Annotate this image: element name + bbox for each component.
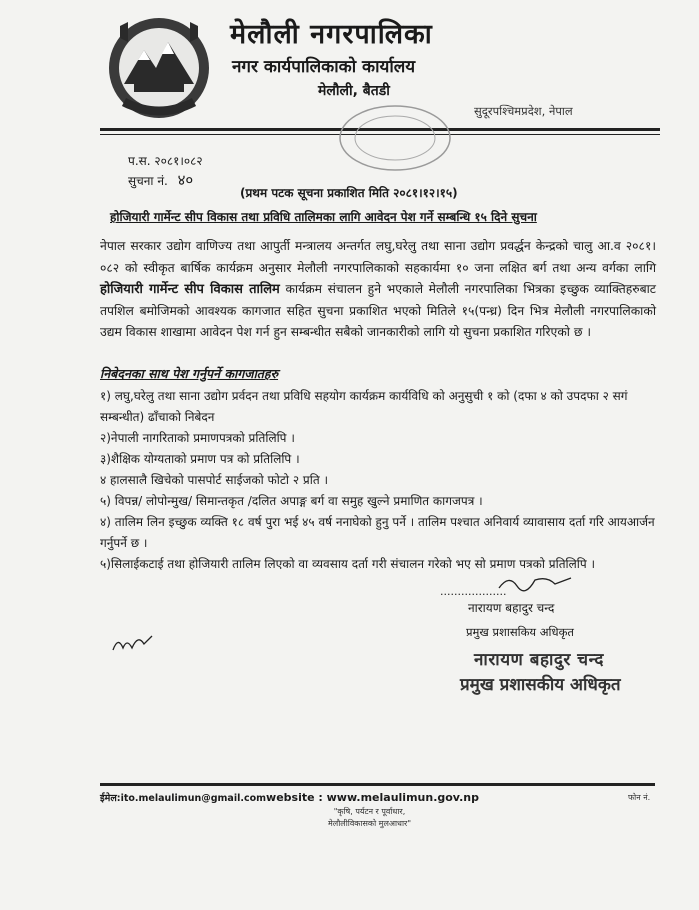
subject-rest: का लागि आवेदन पेश गर्ने सम्बन्धि १५ दिने सुचना	[322, 210, 537, 224]
office-stamp	[336, 102, 454, 174]
province-name: सुदूरपश्चिमप्रदेश, नेपाल	[474, 104, 573, 118]
body-part-1: नेपाल सरकार उद्योग वाणिज्य तथा आपुर्ती मन्त्रालय अन्तर्गत लघु,घरेलु तथा साना उद्योग प्रवर्द्धन केन्द्रको चालु आ.व २०८१।०८२ को स्वीकृत बार्षिक कार्यक्रम अनुसार मेलौली नगरपालिकाको सहकार्यमा १० जना लक्षित बर्ग तथा अन्य वर्गका लागि	[100, 239, 656, 275]
requirement-item: ५)सिलाईकटाई तथा होजियारी तालिम लिएको वा व्यवसाय दर्ता गरी संचालन गरेको भए सो प्रमाण पत्रको प्रतिलिपि ।	[100, 557, 596, 571]
body-training-name: होजियारी गार्मेन्ट सीप विकास तालिम	[100, 282, 280, 298]
footer-contact	[100, 791, 479, 804]
footer-email: ईमेल:ito.melaulimun@gmail.com	[100, 793, 267, 804]
slogan-line-1: "कृषि, पर्यटन र पूर्वाधार,	[333, 807, 406, 816]
initials-signature	[110, 628, 155, 658]
notice-number-label: सुचना नं.	[128, 174, 168, 188]
subject-training-name: होजियारी गार्मेन्ट सीप विकास तथा प्रविधि तालिम	[110, 210, 323, 224]
notice-number-value: ४०	[177, 171, 194, 189]
requirement-item: ३)शैक्षिक योग्यताको प्रमाण पत्र को प्रतिलिपि ।	[100, 452, 300, 466]
seal-name: नारायण बहादुर चन्द	[474, 650, 604, 670]
notice-subject	[110, 208, 537, 225]
requirements-heading: निबेदनका साथ पेश गर्नुपर्ने कागजातहरु	[100, 366, 279, 381]
requirement-item: ४) तालिम लिन इच्छुक व्यक्ति १८ वर्ष पुरा भई ४५ वर्ष ननाघेको हुनु पर्ने । तालिम पश्चात अनिवार्य व्यावासाय दर्ता गरि आयआर्जन गर्नुपर्ने छ ।	[100, 515, 655, 550]
office-location: मेलौली, बैतडी	[318, 83, 390, 99]
signatory-name: नारायण बहादुर चन्द	[468, 601, 555, 615]
municipality-name: मेलौली नगरपालिका	[230, 19, 433, 50]
requirement-item: ४ हालसालै खिचेको पासपोर्ट साईजको फोटो २ प्रति ।	[100, 473, 329, 487]
requirement-item: ५) विपन्न/ लोपोन्मुख/ सिमान्तकृत /दलित अपाङ्ग बर्ग वा समुह खुल्ने प्रमाणित कागजपत्र ।	[100, 494, 483, 508]
requirement-item: २)नेपाली नागरिताको प्रमाणपत्रको प्रतिलिपि ।	[100, 431, 295, 445]
signatory-title: प्रमुख प्रशासकिय अधिकृत	[466, 625, 574, 639]
footer-slogan	[328, 806, 411, 830]
body-part-2: कार्यक्रम संचालन हुने भएकाले मेलौली नगरपालिका भित्रका इच्छुक व्याक्तिहरुबाट तपशिल बमोजिमको आवश्यक कागजात सहित सुचना प्रकाशित भएको मितिले १५(पन्ध्र) दिन भित्र मेलौली नगरपालिकाको उद्यम विकास शाखामा आवेदन पेश गर्न हुन सम्बन्धीत सबैको जानकारीको लागि यो सुचना प्रकाशित गरिएको छ ।	[100, 282, 657, 340]
slogan-line-2: मेलौलीविकासको मुलआधार"	[328, 819, 412, 828]
footer-phone-label: फोन नं.	[628, 793, 651, 802]
footer-rule	[100, 783, 655, 786]
fiscal-reference: प.स. २०८१।०८२	[128, 154, 203, 168]
requirement-item: १) लघु,घरेलु तथा साना उद्योग प्रर्वदन तथा प्रविधि सहयोग कार्यक्रम कार्यविधि को अनुसुची १ को (दफा ४ को उपदफा २ सगं सम्बन्धीत) ढाँचाको निबेदन	[100, 389, 628, 424]
first-publication-date: (प्रथम पटक सूचना प्रकाशित मिति २०८१।१२।१५)	[240, 186, 458, 200]
seal-title: प्रमुख प्रशासकीय अधिकृत	[460, 675, 621, 695]
footer-website: website : www.melaulimun.gov.np	[266, 791, 479, 804]
municipality-emblem	[104, 12, 214, 122]
signature	[440, 580, 600, 600]
notice-number	[128, 170, 193, 190]
signature-dots: ...................	[440, 585, 507, 598]
notice-body	[100, 236, 656, 344]
office-name: नगर कार्यपालिकाको कार्यालय	[232, 57, 416, 77]
